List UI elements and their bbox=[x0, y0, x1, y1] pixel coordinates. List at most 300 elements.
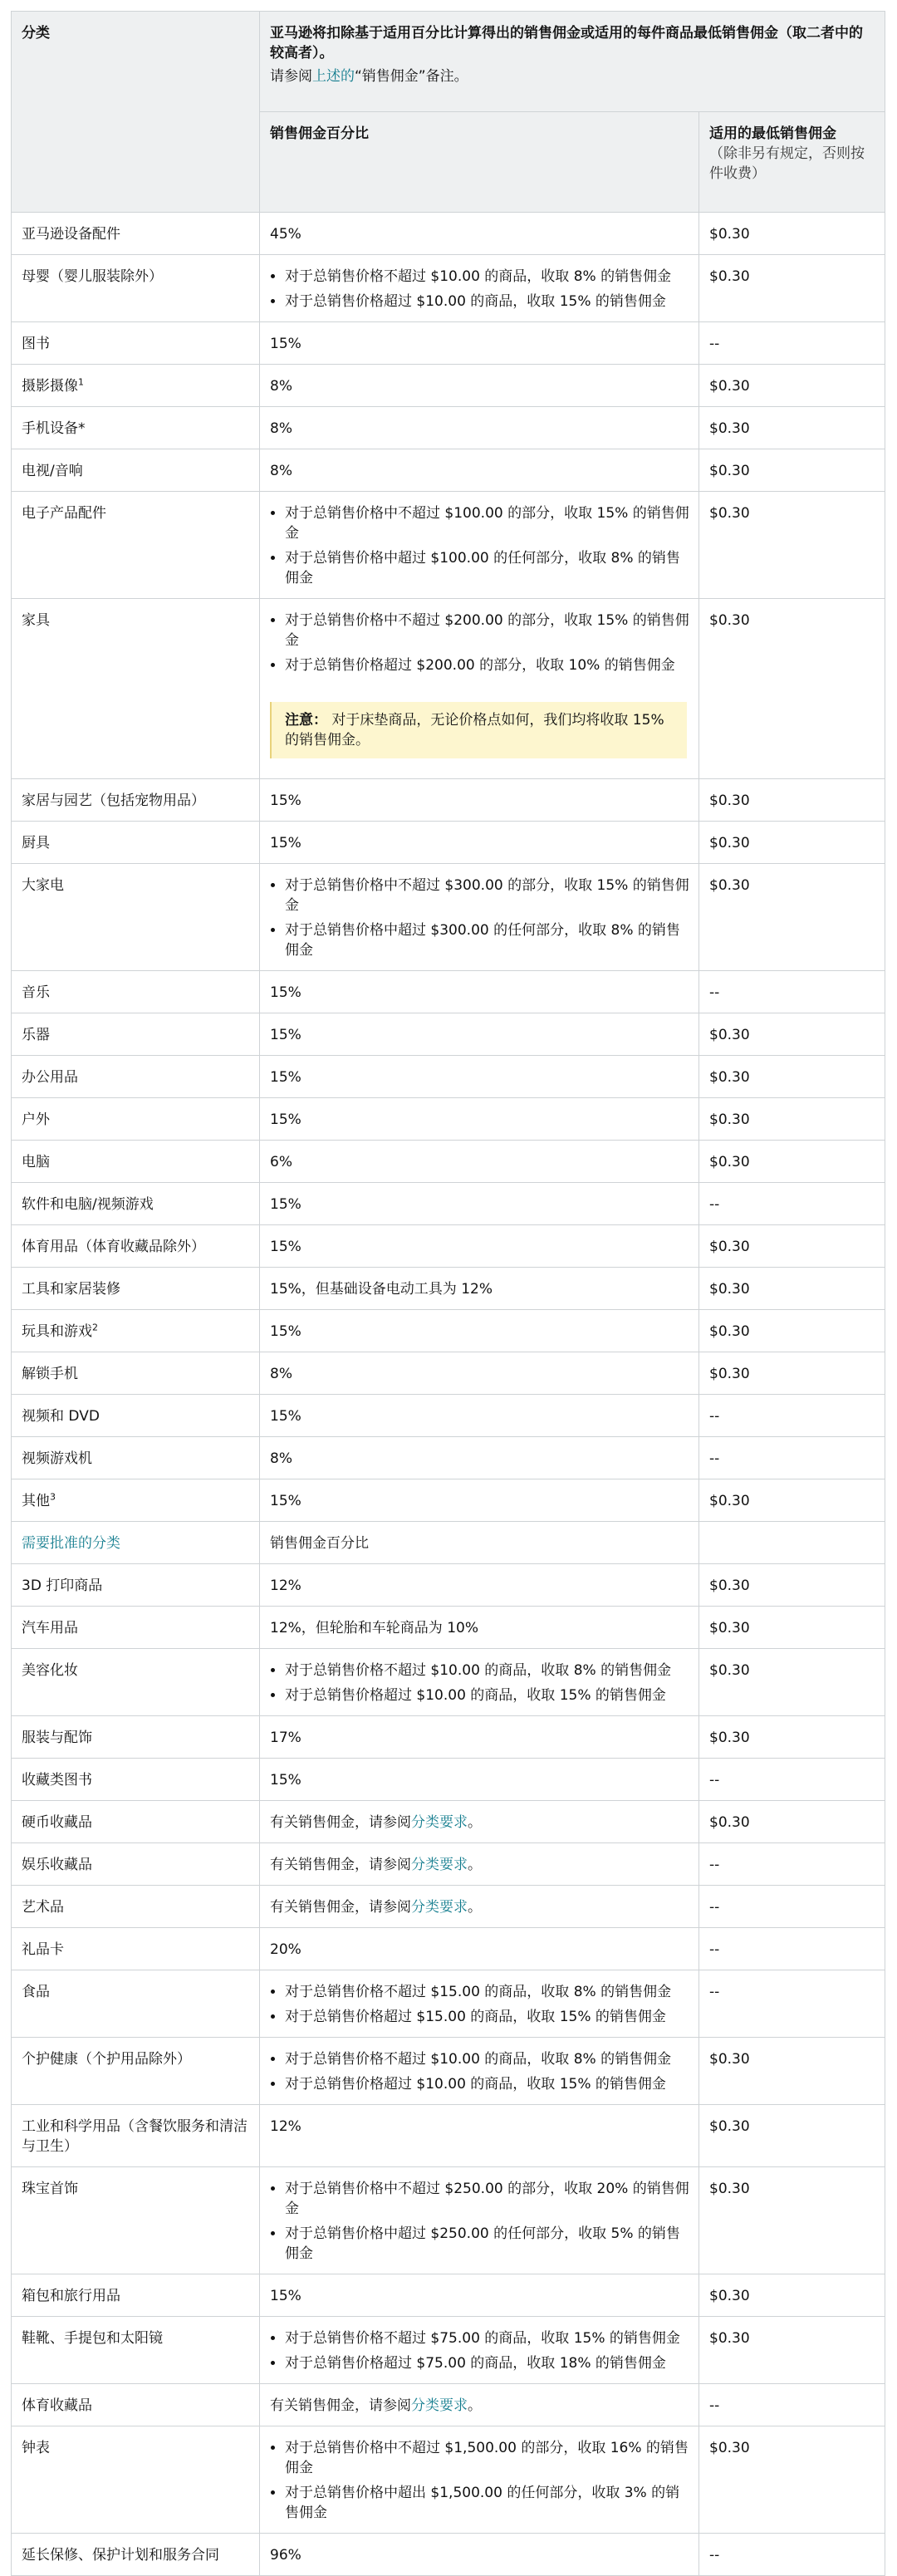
category-name: 家居与园艺（包括宠物用品） bbox=[22, 792, 205, 809]
category-cell bbox=[12, 1649, 260, 1716]
fee-list-item: • 对于总销售价格中超出 $1,500.00 的任何部分，收取 3% 的销售佣金 bbox=[285, 2483, 690, 2523]
min-fee-cell bbox=[699, 2167, 885, 2274]
table-row bbox=[12, 1395, 885, 1437]
fee-cell bbox=[260, 2426, 699, 2534]
fee-cell bbox=[260, 1268, 699, 1310]
table-row bbox=[12, 1801, 885, 1843]
min-fee-value: $0.30 bbox=[709, 1662, 750, 1679]
min-fee-value: $0.30 bbox=[709, 1281, 750, 1298]
min-fee-value: $0.30 bbox=[709, 2288, 750, 2304]
min-fee-value: $0.30 bbox=[709, 1814, 750, 1831]
category-name: 厨具 bbox=[22, 835, 50, 851]
category-cell bbox=[12, 1013, 260, 1056]
fee-cell bbox=[260, 2534, 699, 2576]
min-fee-cell bbox=[699, 1716, 885, 1759]
fee-value: 12%，但轮胎和车轮商品为 10% bbox=[270, 1620, 478, 1636]
category-cell bbox=[12, 1886, 260, 1928]
fee-cell bbox=[260, 492, 699, 599]
category-name: 其他 bbox=[22, 1493, 50, 1509]
fee-list-item: • 对于总销售价格不超过 $10.00 的商品，收取 8% 的销售佣金 bbox=[285, 2049, 690, 2069]
category-cell bbox=[12, 2038, 260, 2105]
table-row bbox=[12, 1141, 885, 1183]
fee-cell bbox=[260, 1437, 699, 1479]
table-row bbox=[12, 1522, 885, 1564]
fee-list-item: • 对于总销售价格不超过 $10.00 的商品，收取 8% 的销售佣金 bbox=[285, 267, 690, 287]
category-name: 家具 bbox=[22, 612, 50, 629]
fee-cell bbox=[260, 971, 699, 1013]
category-cell bbox=[12, 779, 260, 822]
category-name: 收藏类图书 bbox=[22, 1772, 92, 1788]
fee-list-item: • 对于总销售价格中超过 $250.00 的任何部分，收取 5% 的销售佣金 bbox=[285, 2224, 690, 2264]
table-row bbox=[12, 365, 885, 407]
fee-cell bbox=[260, 1522, 699, 1564]
table-row bbox=[12, 2317, 885, 2384]
fee-value: 销售佣金百分比 bbox=[270, 1535, 369, 1552]
referral-fee-table bbox=[11, 11, 885, 2576]
footnote-marker: 2 bbox=[92, 1322, 98, 1333]
fee-list-item: • 对于总销售价格中不超过 $250.00 的部分，收取 20% 的销售佣金 bbox=[285, 2179, 690, 2219]
fee-value: 15% bbox=[270, 2288, 301, 2304]
category-name: 体育收藏品 bbox=[22, 2397, 92, 2414]
table-row bbox=[12, 1268, 885, 1310]
category-cell bbox=[12, 1607, 260, 1649]
fee-cell bbox=[260, 2038, 699, 2105]
category-name: 软件和电脑/视频游戏 bbox=[22, 1196, 154, 1213]
min-fee-value: $0.30 bbox=[709, 835, 750, 851]
category-name: 工业和科学用品（含餐饮服务和清洁与卫生） bbox=[22, 2118, 248, 2155]
fee-list-item: • 对于总销售价格中不超过 $1,500.00 的部分，收取 16% 的销售佣金 bbox=[285, 2438, 690, 2478]
category-cell bbox=[12, 1479, 260, 1522]
table-row bbox=[12, 2167, 885, 2274]
category-cell bbox=[12, 2384, 260, 2426]
header-subtitle: 请参阅上述的“销售佣金”备注。 bbox=[270, 68, 468, 85]
category-cell bbox=[12, 2274, 260, 2317]
fee-cell bbox=[260, 1225, 699, 1268]
category-name: 办公用品 bbox=[22, 1069, 78, 1086]
min-fee-cell bbox=[699, 1225, 885, 1268]
category-name: 视频和 DVD bbox=[22, 1408, 100, 1425]
fee-value: 15% bbox=[270, 984, 301, 1001]
fee-list-item: • 对于总销售价格不超过 $15.00 的商品，收取 8% 的销售佣金 bbox=[285, 1982, 690, 2002]
table-row bbox=[12, 1013, 885, 1056]
category-cell bbox=[12, 1183, 260, 1225]
fee-value: 8% bbox=[270, 1366, 292, 1382]
fee-cell bbox=[260, 1970, 699, 2038]
category-name: 电子产品配件 bbox=[22, 505, 106, 522]
min-fee-cell bbox=[699, 1013, 885, 1056]
category-name: 电脑 bbox=[22, 1154, 50, 1170]
fee-cell bbox=[260, 2167, 699, 2274]
category-name: 摄影摄像 bbox=[22, 378, 78, 395]
fee-value: 15%，但基础设备电动工具为 12% bbox=[270, 1281, 493, 1298]
header-link[interactable]: 上述的 bbox=[312, 68, 355, 85]
table-row bbox=[12, 1352, 885, 1395]
category-cell bbox=[12, 322, 260, 365]
table-row bbox=[12, 1716, 885, 1759]
min-fee-value: $0.30 bbox=[709, 2181, 750, 2197]
fee-value: 15% bbox=[270, 1239, 301, 1255]
fee-cell bbox=[260, 1183, 699, 1225]
category-cell bbox=[12, 1352, 260, 1395]
min-fee-cell bbox=[699, 213, 885, 255]
category-name: 玩具和游戏 bbox=[22, 1323, 92, 1340]
category-name: 电视/音响 bbox=[22, 463, 83, 479]
min-fee-value: $0.30 bbox=[709, 1027, 750, 1043]
fee-list-item: • 对于总销售价格超过 $10.00 的商品，收取 15% 的销售佣金 bbox=[285, 1685, 690, 1705]
min-fee-cell bbox=[699, 2426, 885, 2534]
min-fee-value: $0.30 bbox=[709, 1577, 750, 1594]
fee-value: 15% bbox=[270, 1493, 301, 1509]
table-row bbox=[12, 1886, 885, 1928]
min-fee-cell bbox=[699, 2317, 885, 2384]
min-fee-value: -- bbox=[709, 336, 720, 352]
min-fee-cell bbox=[699, 1522, 885, 1564]
fee-cell bbox=[260, 213, 699, 255]
min-fee-value: $0.30 bbox=[709, 226, 750, 243]
min-fee-cell bbox=[699, 599, 885, 779]
fee-cell bbox=[260, 1928, 699, 1970]
min-fee-value: $0.30 bbox=[709, 1111, 750, 1128]
category-name: 礼品卡 bbox=[22, 1941, 64, 1958]
category-cell bbox=[12, 2426, 260, 2534]
min-fee-value: $0.30 bbox=[709, 2051, 750, 2068]
min-fee-cell bbox=[699, 2105, 885, 2167]
footnote-marker: 1 bbox=[78, 376, 84, 388]
table-row bbox=[12, 822, 885, 864]
table-row bbox=[12, 1310, 885, 1352]
min-fee-value: -- bbox=[709, 1899, 720, 1916]
fee-cell bbox=[260, 365, 699, 407]
table-row bbox=[12, 2384, 885, 2426]
table-row bbox=[12, 1564, 885, 1607]
min-fee-cell bbox=[699, 1352, 885, 1395]
category-cell bbox=[12, 1395, 260, 1437]
fee-list-item: • 对于总销售价格不超过 $10.00 的商品，收取 8% 的销售佣金 bbox=[285, 1661, 690, 1681]
fee-value: 12% bbox=[270, 1577, 301, 1594]
min-fee-value: -- bbox=[709, 984, 720, 1001]
min-fee-value: $0.30 bbox=[709, 378, 750, 395]
fee-value: 15% bbox=[270, 1027, 301, 1043]
table-row bbox=[12, 449, 885, 492]
table-row bbox=[12, 407, 885, 449]
fee-list-item: • 对于总销售价格超过 $200.00 的部分，收取 10% 的销售佣金 bbox=[285, 655, 690, 675]
header-min-fee: 适用的最低销售佣金 （除非另有规定，否则按件收费） bbox=[699, 112, 885, 213]
min-fee-cell bbox=[699, 1056, 885, 1098]
category-cell bbox=[12, 1564, 260, 1607]
min-fee-value: $0.30 bbox=[709, 792, 750, 809]
approval-categories-link[interactable]: 需要批准的分类 bbox=[22, 1535, 120, 1552]
fee-cell bbox=[260, 407, 699, 449]
category-name: 解锁手机 bbox=[22, 1366, 78, 1382]
table-row bbox=[12, 599, 885, 779]
category-name: 3D 打印商品 bbox=[22, 1577, 103, 1594]
min-fee-value: $0.30 bbox=[709, 2118, 750, 2135]
table-row bbox=[12, 2534, 885, 2576]
fee-cell bbox=[260, 449, 699, 492]
category-name: 母婴（婴儿服装除外） bbox=[22, 268, 163, 285]
table-row bbox=[12, 255, 885, 322]
table-row bbox=[12, 971, 885, 1013]
category-name: 图书 bbox=[22, 336, 50, 352]
category-name: 箱包和旅行用品 bbox=[22, 2288, 120, 2304]
category-name: 艺术品 bbox=[22, 1899, 64, 1916]
table-row bbox=[12, 1759, 885, 1801]
fee-cell bbox=[260, 1013, 699, 1056]
fee-value: 20% bbox=[270, 1941, 301, 1958]
fee-cell: 有关销售佣金，请参阅分类要求。 bbox=[260, 1801, 699, 1843]
min-fee-cell bbox=[699, 1564, 885, 1607]
min-fee-cell bbox=[699, 1970, 885, 2038]
category-name: 鞋靴、手提包和太阳镜 bbox=[22, 2330, 163, 2347]
min-fee-cell bbox=[699, 822, 885, 864]
min-fee-value: $0.30 bbox=[709, 2330, 750, 2347]
fee-list-item: • 对于总销售价格中超过 $100.00 的任何部分，收取 8% 的销售佣金 bbox=[285, 548, 690, 588]
category-cell bbox=[12, 1310, 260, 1352]
min-fee-cell bbox=[699, 1183, 885, 1225]
min-fee-value: $0.30 bbox=[709, 1154, 750, 1170]
category-cell bbox=[12, 1843, 260, 1886]
fee-value: 8% bbox=[270, 378, 292, 395]
min-fee-cell bbox=[699, 449, 885, 492]
category-name: 音乐 bbox=[22, 984, 50, 1001]
category-cell bbox=[12, 1522, 260, 1564]
table-row bbox=[12, 864, 885, 971]
min-fee-value: $0.30 bbox=[709, 1493, 750, 1509]
min-fee-value: $0.30 bbox=[709, 1620, 750, 1636]
footnote-marker: 3 bbox=[50, 1491, 56, 1503]
fee-value: 15% bbox=[270, 1111, 301, 1128]
min-fee-value: $0.30 bbox=[709, 612, 750, 629]
table-row bbox=[12, 1607, 885, 1649]
category-name: 视频游戏机 bbox=[22, 1450, 92, 1467]
fee-list bbox=[270, 267, 690, 312]
fee-value: 45% bbox=[270, 226, 301, 243]
fee-cell bbox=[260, 322, 699, 365]
category-cell bbox=[12, 1801, 260, 1843]
category-name: 美容化妆 bbox=[22, 1662, 78, 1679]
fee-list bbox=[270, 1982, 690, 2027]
min-fee-value: $0.30 bbox=[709, 1730, 750, 1746]
min-fee-value: $0.30 bbox=[709, 505, 750, 522]
fee-list bbox=[270, 2049, 690, 2094]
category-name: 硬币收藏品 bbox=[22, 1814, 92, 1831]
note-label: 注意： bbox=[285, 712, 327, 729]
min-fee-value: -- bbox=[709, 1984, 720, 2000]
category-cell bbox=[12, 822, 260, 864]
category-name: 钟表 bbox=[22, 2440, 50, 2456]
category-cell bbox=[12, 213, 260, 255]
category-name: 工具和家居装修 bbox=[22, 1281, 120, 1298]
fee-list-item: • 对于总销售价格超过 $15.00 的商品，收取 15% 的销售佣金 bbox=[285, 2007, 690, 2027]
min-fee-cell bbox=[699, 1395, 885, 1437]
table-row bbox=[12, 2426, 885, 2534]
fee-cell bbox=[260, 822, 699, 864]
category-name: 手机设备* bbox=[22, 420, 86, 437]
fee-cell bbox=[260, 1310, 699, 1352]
fee-value: 15% bbox=[270, 336, 301, 352]
fee-value: 8% bbox=[270, 420, 292, 437]
min-fee-cell bbox=[699, 779, 885, 822]
fee-cell bbox=[260, 864, 699, 971]
header-title-text: 亚马逊将扣除基于适用百分比计算得出的销售佣金或适用的每件商品最低销售佣金（取二者中的较高者）。 bbox=[270, 25, 863, 61]
fee-list bbox=[270, 2328, 690, 2373]
fee-value: 8% bbox=[270, 1450, 292, 1467]
min-fee-cell bbox=[699, 1479, 885, 1522]
fee-value: 15% bbox=[270, 1069, 301, 1086]
fee-list bbox=[270, 876, 690, 960]
min-fee-cell bbox=[699, 1649, 885, 1716]
category-cell bbox=[12, 1759, 260, 1801]
category-cell bbox=[12, 2317, 260, 2384]
fee-cell bbox=[260, 1141, 699, 1183]
table-row bbox=[12, 1970, 885, 2038]
table-row bbox=[12, 1183, 885, 1225]
table-row bbox=[12, 1056, 885, 1098]
category-requirements-link[interactable]: 分类要求 bbox=[411, 1857, 468, 1873]
fee-list bbox=[270, 611, 690, 675]
min-fee-value: $0.30 bbox=[709, 2440, 750, 2456]
table-row bbox=[12, 1479, 885, 1522]
category-cell bbox=[12, 1268, 260, 1310]
fee-cell bbox=[260, 1395, 699, 1437]
fee-cell bbox=[260, 1607, 699, 1649]
fee-list-item: • 对于总销售价格不超过 $75.00 的商品，收取 15% 的销售佣金 bbox=[285, 2328, 690, 2348]
fee-cell bbox=[260, 599, 699, 779]
fee-list-item: • 对于总销售价格中超过 $300.00 的任何部分，收取 8% 的销售佣金 bbox=[285, 920, 690, 960]
min-fee-cell bbox=[699, 1928, 885, 1970]
min-fee-cell bbox=[699, 1843, 885, 1886]
min-fee-value: $0.30 bbox=[709, 1239, 750, 1255]
category-name: 服装与配饰 bbox=[22, 1730, 92, 1746]
category-name: 娱乐收藏品 bbox=[22, 1857, 92, 1873]
fee-list bbox=[270, 503, 690, 588]
min-fee-cell bbox=[699, 1141, 885, 1183]
category-name: 个护健康（个护用品除外） bbox=[22, 2051, 191, 2068]
min-fee-cell bbox=[699, 864, 885, 971]
table-row bbox=[12, 2038, 885, 2105]
min-fee-value: -- bbox=[709, 1408, 720, 1425]
category-cell bbox=[12, 407, 260, 449]
fee-cell bbox=[260, 1759, 699, 1801]
category-requirements-link[interactable]: 分类要求 bbox=[411, 1899, 468, 1916]
min-fee-value: -- bbox=[709, 2547, 720, 2564]
category-cell bbox=[12, 1716, 260, 1759]
table-row bbox=[12, 1843, 885, 1886]
table-row bbox=[12, 1928, 885, 1970]
fee-cell bbox=[260, 1716, 699, 1759]
fee-value: 8% bbox=[270, 463, 292, 479]
fee-value: 12% bbox=[270, 2118, 301, 2135]
fee-cell bbox=[260, 2274, 699, 2317]
category-cell bbox=[12, 449, 260, 492]
category-name: 户外 bbox=[22, 1111, 50, 1128]
min-fee-cell bbox=[699, 1759, 885, 1801]
header-main-title bbox=[260, 12, 885, 112]
table-row bbox=[12, 1649, 885, 1716]
category-cell bbox=[12, 492, 260, 599]
category-cell bbox=[12, 255, 260, 322]
category-requirements-link[interactable]: 分类要求 bbox=[411, 2397, 468, 2414]
table-row bbox=[12, 779, 885, 822]
min-fee-cell bbox=[699, 1098, 885, 1141]
fee-value: 17% bbox=[270, 1730, 301, 1746]
category-cell bbox=[12, 2534, 260, 2576]
category-cell bbox=[12, 365, 260, 407]
category-name: 亚马逊设备配件 bbox=[22, 226, 120, 243]
category-name: 延长保修、保护计划和服务合同 bbox=[22, 2547, 219, 2564]
min-fee-cell bbox=[699, 2038, 885, 2105]
table-row bbox=[12, 1225, 885, 1268]
table-row bbox=[12, 1098, 885, 1141]
min-fee-value: $0.30 bbox=[709, 1069, 750, 1086]
min-fee-cell bbox=[699, 2384, 885, 2426]
fee-value: 6% bbox=[270, 1154, 292, 1170]
fee-value: 15% bbox=[270, 835, 301, 851]
min-fee-value: $0.30 bbox=[709, 420, 750, 437]
category-cell bbox=[12, 1437, 260, 1479]
fee-cell: 有关销售佣金，请参阅分类要求。 bbox=[260, 1886, 699, 1928]
category-name: 汽车用品 bbox=[22, 1620, 78, 1636]
category-cell bbox=[12, 1225, 260, 1268]
fee-cell: 有关销售佣金，请参阅分类要求。 bbox=[260, 2384, 699, 2426]
fee-cell bbox=[260, 1056, 699, 1098]
min-fee-cell bbox=[699, 2534, 885, 2576]
min-fee-value: -- bbox=[709, 1857, 720, 1873]
fee-cell bbox=[260, 1649, 699, 1716]
header-category: 分类 bbox=[12, 12, 260, 213]
note-text: 对于床垫商品，无论价格点如何，我们均将收取 15% 的销售佣金。 bbox=[285, 712, 664, 748]
table-row bbox=[12, 2105, 885, 2167]
fee-cell bbox=[260, 1564, 699, 1607]
fee-cell bbox=[260, 255, 699, 322]
min-fee-cell bbox=[699, 322, 885, 365]
min-fee-cell bbox=[699, 1268, 885, 1310]
category-name: 食品 bbox=[22, 1984, 50, 2000]
fee-list bbox=[270, 2179, 690, 2264]
min-fee-cell bbox=[699, 1801, 885, 1843]
min-fee-cell bbox=[699, 1310, 885, 1352]
table-row bbox=[12, 2274, 885, 2317]
min-fee-cell bbox=[699, 492, 885, 599]
category-cell bbox=[12, 1928, 260, 1970]
fee-cell bbox=[260, 1098, 699, 1141]
min-fee-cell bbox=[699, 255, 885, 322]
category-cell bbox=[12, 2105, 260, 2167]
category-requirements-link[interactable]: 分类要求 bbox=[411, 1814, 468, 1831]
header-min-fee-note: （除非另有规定，否则按件收费） bbox=[709, 145, 865, 182]
fee-value: 96% bbox=[270, 2547, 301, 2564]
fee-cell bbox=[260, 1479, 699, 1522]
fee-value: 15% bbox=[270, 1408, 301, 1425]
fee-cell bbox=[260, 1352, 699, 1395]
min-fee-value: $0.30 bbox=[709, 877, 750, 894]
min-fee-value: $0.30 bbox=[709, 1366, 750, 1382]
table-header-row-1 bbox=[12, 12, 885, 112]
fee-value: 15% bbox=[270, 792, 301, 809]
category-name: 珠宝首饰 bbox=[22, 2181, 78, 2197]
fee-cell bbox=[260, 2105, 699, 2167]
category-cell bbox=[12, 971, 260, 1013]
min-fee-cell bbox=[699, 365, 885, 407]
min-fee-value: $0.30 bbox=[709, 463, 750, 479]
category-cell bbox=[12, 1970, 260, 2038]
fee-list bbox=[270, 1661, 690, 1705]
fee-list-item: • 对于总销售价格中不超过 $100.00 的部分，收取 15% 的销售佣金 bbox=[285, 503, 690, 543]
min-fee-value: -- bbox=[709, 1196, 720, 1213]
fee-cell: 有关销售佣金，请参阅分类要求。 bbox=[260, 1843, 699, 1886]
category-cell bbox=[12, 2167, 260, 2274]
header-fee-percentage: 销售佣金百分比 bbox=[260, 112, 699, 213]
